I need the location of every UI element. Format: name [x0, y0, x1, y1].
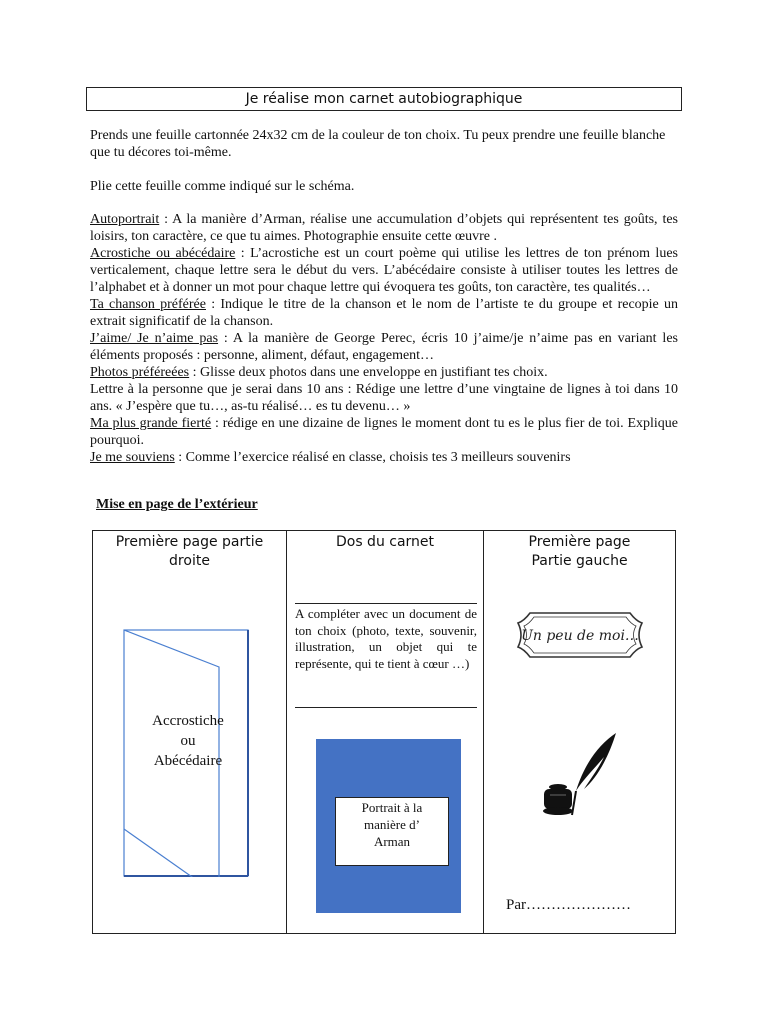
item-text: : Indique le titre de la chanson et le nom de l’artiste te du groupe et recopie un extrait significatif de la chanson.	[90, 297, 679, 329]
column-back-cover	[287, 531, 484, 934]
item-label: Je me souviens	[90, 450, 175, 465]
column-left-page	[484, 531, 676, 934]
item-label: J’aime/ Je n’aime pas	[90, 331, 219, 346]
svg-text:Un peu de moi…: Un peu de moi…	[521, 628, 639, 644]
back-cover-instruction: A compléter avec un document de ton choix (photo, texte, souvenir, illustration, un objet qui te représente, qui te tient à cœur …)	[295, 606, 477, 671]
list-item	[90, 296, 678, 330]
column-header: Première page Partie gauche	[528, 534, 631, 569]
list-item	[90, 415, 678, 449]
intro-paragraph: Prends une feuille cartonnée 24x32 cm de la couleur de ton choix. Tu peux prendre une feuille blanche que tu décores toi-même.	[90, 128, 666, 160]
column-right-page	[93, 531, 287, 934]
fold-instruction: Plie cette feuille comme indiqué sur le schéma.	[90, 179, 355, 194]
column-header: Dos du carnet	[335, 534, 435, 550]
divider-line	[295, 603, 477, 604]
item-label: Ma plus grande fierté	[90, 416, 212, 431]
list-item	[90, 245, 678, 296]
item-text: : A la manière de George Perec, écris 10 j’aime/je n’aime pas en variant les éléments proposés : personne, aliment, défaut, engagement…	[90, 331, 678, 363]
activity-list	[90, 211, 678, 466]
portrait-box: Portrait à la manière d’ Arman	[335, 797, 449, 866]
item-text: Lettre à la personne que je serai dans 10 ans : Rédige une lettre d’une vingtaine de lignes à toi dans 10 ans. « J’espère que tu…, as-tu réalisé… es tu devenu… »	[90, 382, 678, 414]
divider-line	[295, 707, 477, 708]
item-text: : Glisse deux photos dans une enveloppe en justifiant tes choix.	[189, 365, 548, 380]
list-item	[90, 381, 678, 415]
item-text: : Comme l’exercice réalisé en classe, choisis tes 3 meilleurs souvenirs	[174, 450, 571, 465]
item-label: Ta chanson préférée	[90, 297, 206, 312]
item-label: Photos préféreées	[90, 365, 190, 380]
author-line: Par…………………	[506, 897, 631, 913]
list-item	[90, 211, 678, 245]
document-title: Je réalise mon carnet autobiographique	[86, 87, 682, 111]
list-item	[90, 364, 678, 381]
un-peu-de-moi-logo	[516, 607, 644, 663]
layout-table	[92, 530, 676, 934]
item-label: Autoportrait	[90, 212, 160, 227]
list-item	[90, 330, 678, 364]
section-title: Mise en page de l’extérieur	[96, 497, 258, 512]
item-label: Acrostiche ou abécédaire	[90, 246, 236, 261]
item-text: : L’acrostiche est un court poème qui utilise les lettres de ton prénom lues verticalement, chaque lettre sera le début du vers. L’abécédaire consiste à utiliser toutes les lettres de l’alphabet et à donner un mot pour chaque lettre qui évoquera tes goûts, ton caractère, tes qualités…	[90, 246, 678, 295]
item-text: : A la manière d’Arman, réalise une accumulation d’objets qui représentent tes goûts, tes loisirs, ton caractère, ce que tu aimes. Photographie ensuite cette œuvre .	[90, 212, 678, 244]
list-item	[90, 449, 678, 466]
booklet-label: Accrostiche ou Abécédaire	[152, 713, 224, 769]
inkwell-quill-icon	[538, 729, 622, 819]
item-text: : rédige en une dizaine de lignes le moment dont tu es le plus fier de toi. Explique pourquoi.	[90, 416, 678, 448]
column-header: Première page partie droite	[115, 534, 264, 569]
